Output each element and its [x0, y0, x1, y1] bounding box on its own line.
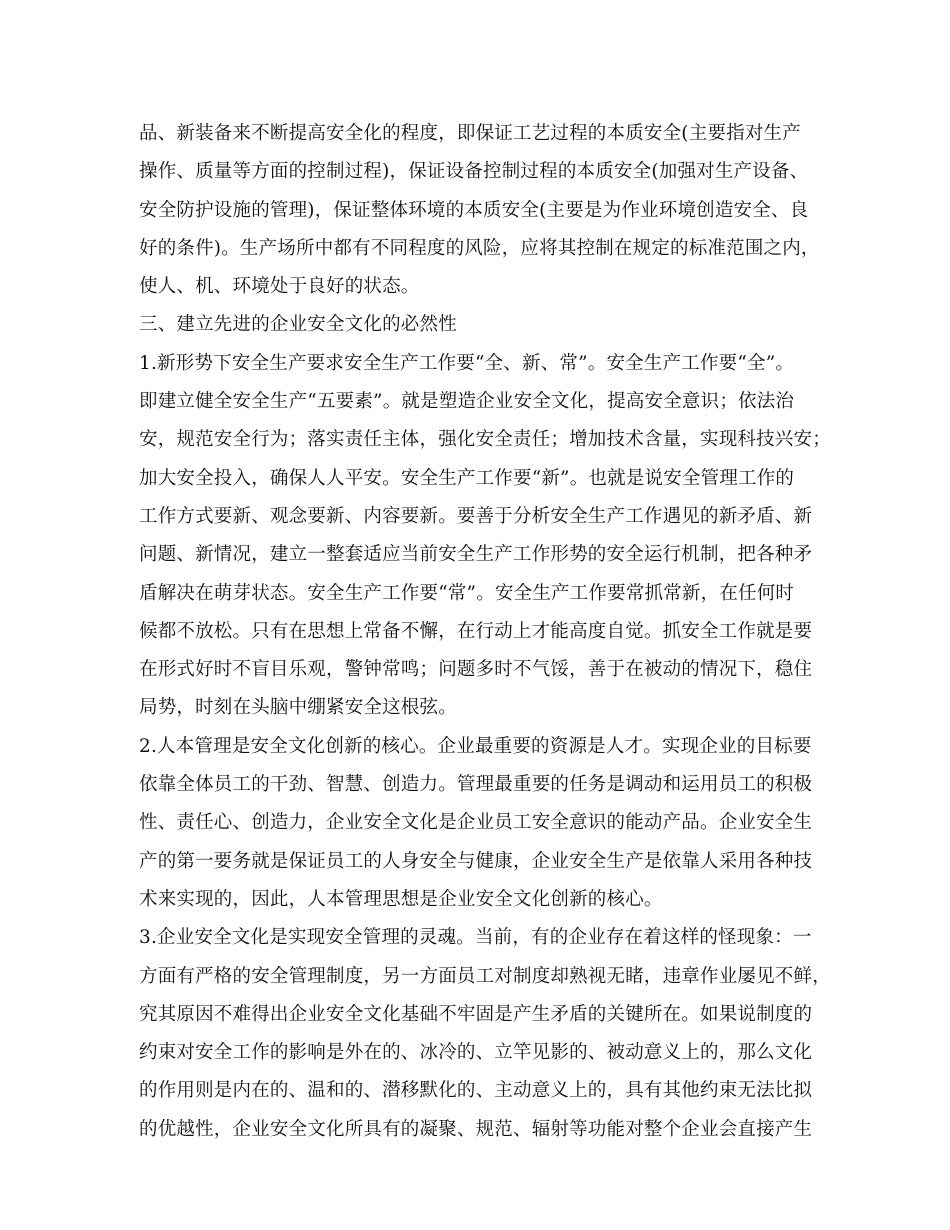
text-line: 加大安全投入，确保人人平安。安全生产工作要“新”。也就是说安全管理工作的: [139, 467, 795, 489]
text-line: 方面有严格的安全管理制度，另一方面员工对制度却熟视无睹，违章作业屡见不鲜，: [139, 965, 831, 987]
text-line: 操作、质量等方面的控制过程)，保证设备控制过程的本质安全(加强对生产设备、: [139, 161, 809, 183]
section-heading: 三、建立先进的企业安全文化的必然性: [139, 314, 457, 336]
text-line: 约束对安全工作的影响是外在的、冰冷的、立竿见影的、被动意义上的，那么文化: [139, 1042, 813, 1064]
text-line: 好的条件)。生产场所中都有不同程度的风险，应将其控制在规定的标准范围之内，: [139, 237, 820, 259]
text-line: 盾解决在萌芽状态。安全生产工作要“常”。安全生产工作要常抓常新，在任何时: [139, 582, 795, 604]
text-line: 的作用则是内在的、温和的、潜移默化的、主动意义上的，具有其他约束无法比拟: [139, 1080, 813, 1102]
text-line: 的优越性，企业安全文化所具有的凝聚、规范、辐射等功能对整个企业会直接产生: [139, 1118, 813, 1140]
text-line: 问题、新情况，建立一整套适应当前安全生产工作形势的安全运行机制，把各种矛: [139, 544, 813, 566]
text-line: 究其原因不难得出企业安全文化基础不牢固是产生矛盾的关键所在。如果说制度的: [139, 1003, 813, 1025]
text-line: 局势，时刻在头脑中绷紧安全这根弦。: [139, 697, 457, 719]
text-line: 工作方式要新、观念要新、内容要新。要善于分析安全生产工作遇见的新矛盾、新: [139, 505, 813, 527]
text-line: 即建立健全安全生产“五要素”。就是塑造企业安全文化，提高安全意识；依法治: [139, 391, 795, 413]
text-line: 安，规范安全行为；落实责任主体，强化安全责任；增加技术含量，实现科技兴安；: [139, 429, 831, 451]
text-line: 在形式好时不盲目乐观，警钟常鸣；问题多时不气馁，善于在被动的情况下，稳住: [139, 659, 813, 681]
text-line: 产的第一要务就是保证员工的人身安全与健康，企业安全生产是依靠人采用各种技: [139, 850, 813, 872]
text-line: 依靠全体员工的干劲、智慧、创造力。管理最重要的任务是调动和运用员工的积极: [139, 774, 813, 796]
text-line: 2.人本管理是安全文化创新的核心。企业最重要的资源是人才。实现企业的目标要: [139, 735, 812, 757]
text-line: 品、新装备来不断提高安全化的程度，即保证工艺过程的本质安全(主要指对生产: [139, 123, 801, 144]
document-body: [139, 115, 829, 1149]
text-line: 候都不放松。只有在思想上常备不懈，在行动上才能高度自觉。抓安全工作就是要: [139, 620, 813, 642]
text-line: 使人、机、环境处于良好的状态。: [139, 276, 420, 298]
text-line: 1.新形势下安全生产要求安全生产工作要“全、新、常”。安全生产工作要“全”。: [139, 352, 795, 374]
text-line: 术来实现的，因此，人本管理思想是企业安全文化创新的核心。: [139, 888, 663, 910]
text-line: 安全防护设施的管理)，保证整体环境的本质安全(主要是为作业环境创造安全、良: [139, 199, 809, 221]
text-line: 性、责任心、创造力，企业安全文化是企业员工安全意识的能动产品。企业安全生: [139, 812, 813, 834]
text-line: 3.企业安全文化是实现安全管理的灵魂。当前，有的企业存在着这样的怪现象：一: [139, 927, 812, 949]
